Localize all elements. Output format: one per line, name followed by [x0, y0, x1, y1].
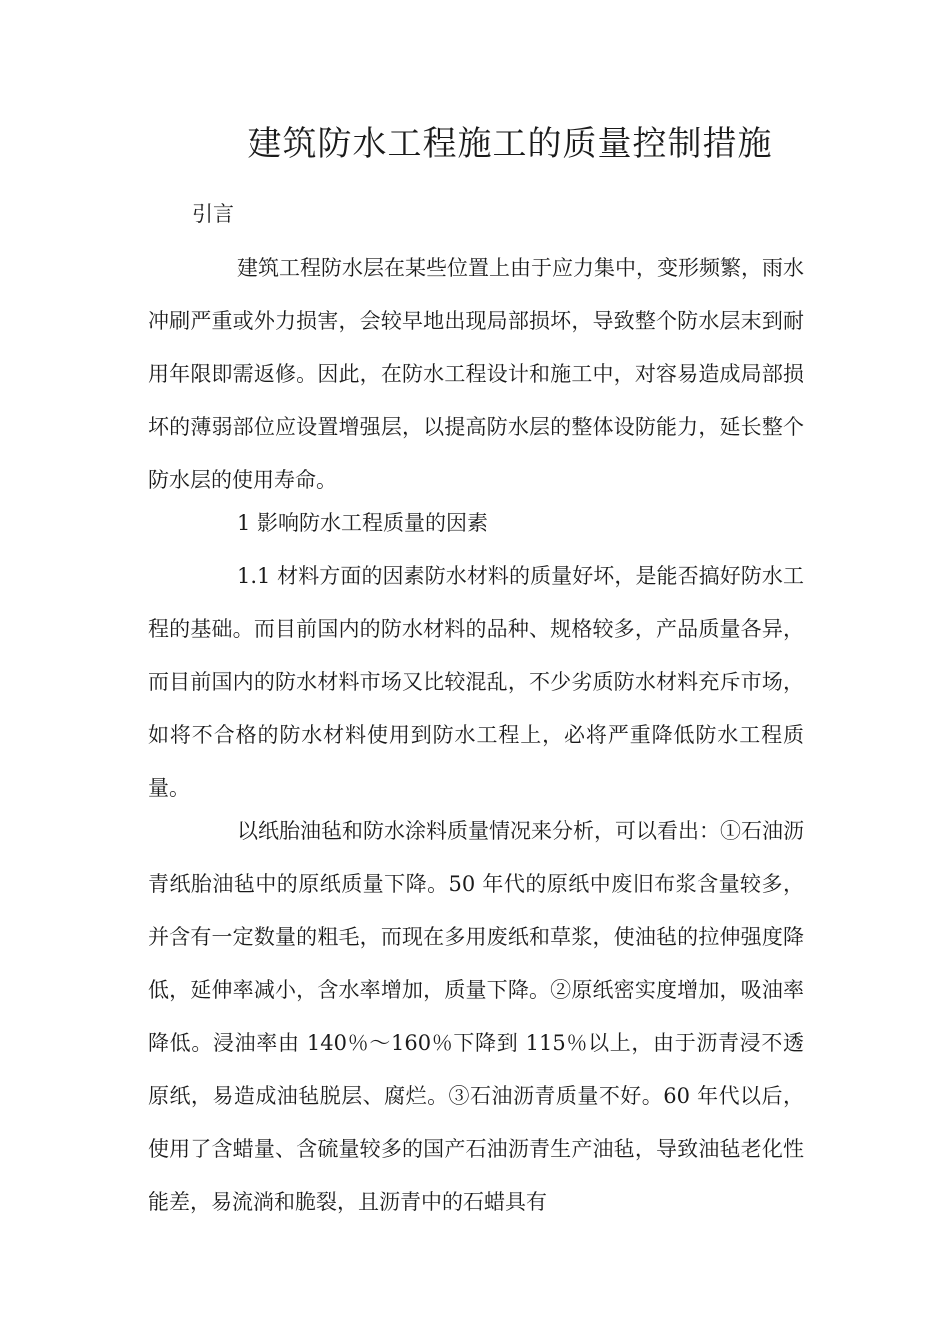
intro-heading: 引言: [192, 202, 234, 226]
section-heading: 1 影响防水工程质量的因素: [237, 511, 489, 535]
paragraph-analysis: 以纸胎油毡和防水涂料质量情况来分析，可以看出：①石油沥青纸胎油毡中的原纸质量下降。50 年代的原纸中废旧布浆含量较多，并含有一定数量的粗毛，而现在多用废纸和草浆，使油毡的拉伸强度降低，延伸率减小，含水率增加，质量下降。②原纸密实度增加，吸油率降低。浸油率由 140％～160％下降到 115％以上，由于沥青浸不透原纸，易造成油毡脱层、腐烂。③石油沥青质量不好。60 年代以后，使用了含蜡量、含硫量较多的国产石油沥青生产油毡，导致油毡老化性能差，易流淌和脆裂，且沥青中的石蜡具有: [148, 819, 804, 1214]
document-title: 建筑防水工程施工的质量控制措施: [247, 124, 773, 164]
paragraph-intro: 建筑工程防水层在某些位置上由于应力集中，变形频繁，雨水冲刷严重或外力损害，会较早地出现局部损坏，导致整个防水层末到耐用年限即需返修。因此，在防水工程设计和施工中，对容易造成局部损坏的薄弱部位应设置增强层，以提高防水层的整体设防能力，延长整个防水层的使用寿命。: [148, 256, 804, 492]
paragraph-materials: 1.1 材料方面的因素防水材料的质量好坏，是能否搞好防水工程的基础。而目前国内的防水材料的品种、规格较多，产品质量各异，而目前国内的防水材料市场又比较混乱，不少劣质防水材料充斥市场，如将不合格的防水材料使用到防水工程上，必将严重降低防水工程质量。: [148, 564, 804, 800]
